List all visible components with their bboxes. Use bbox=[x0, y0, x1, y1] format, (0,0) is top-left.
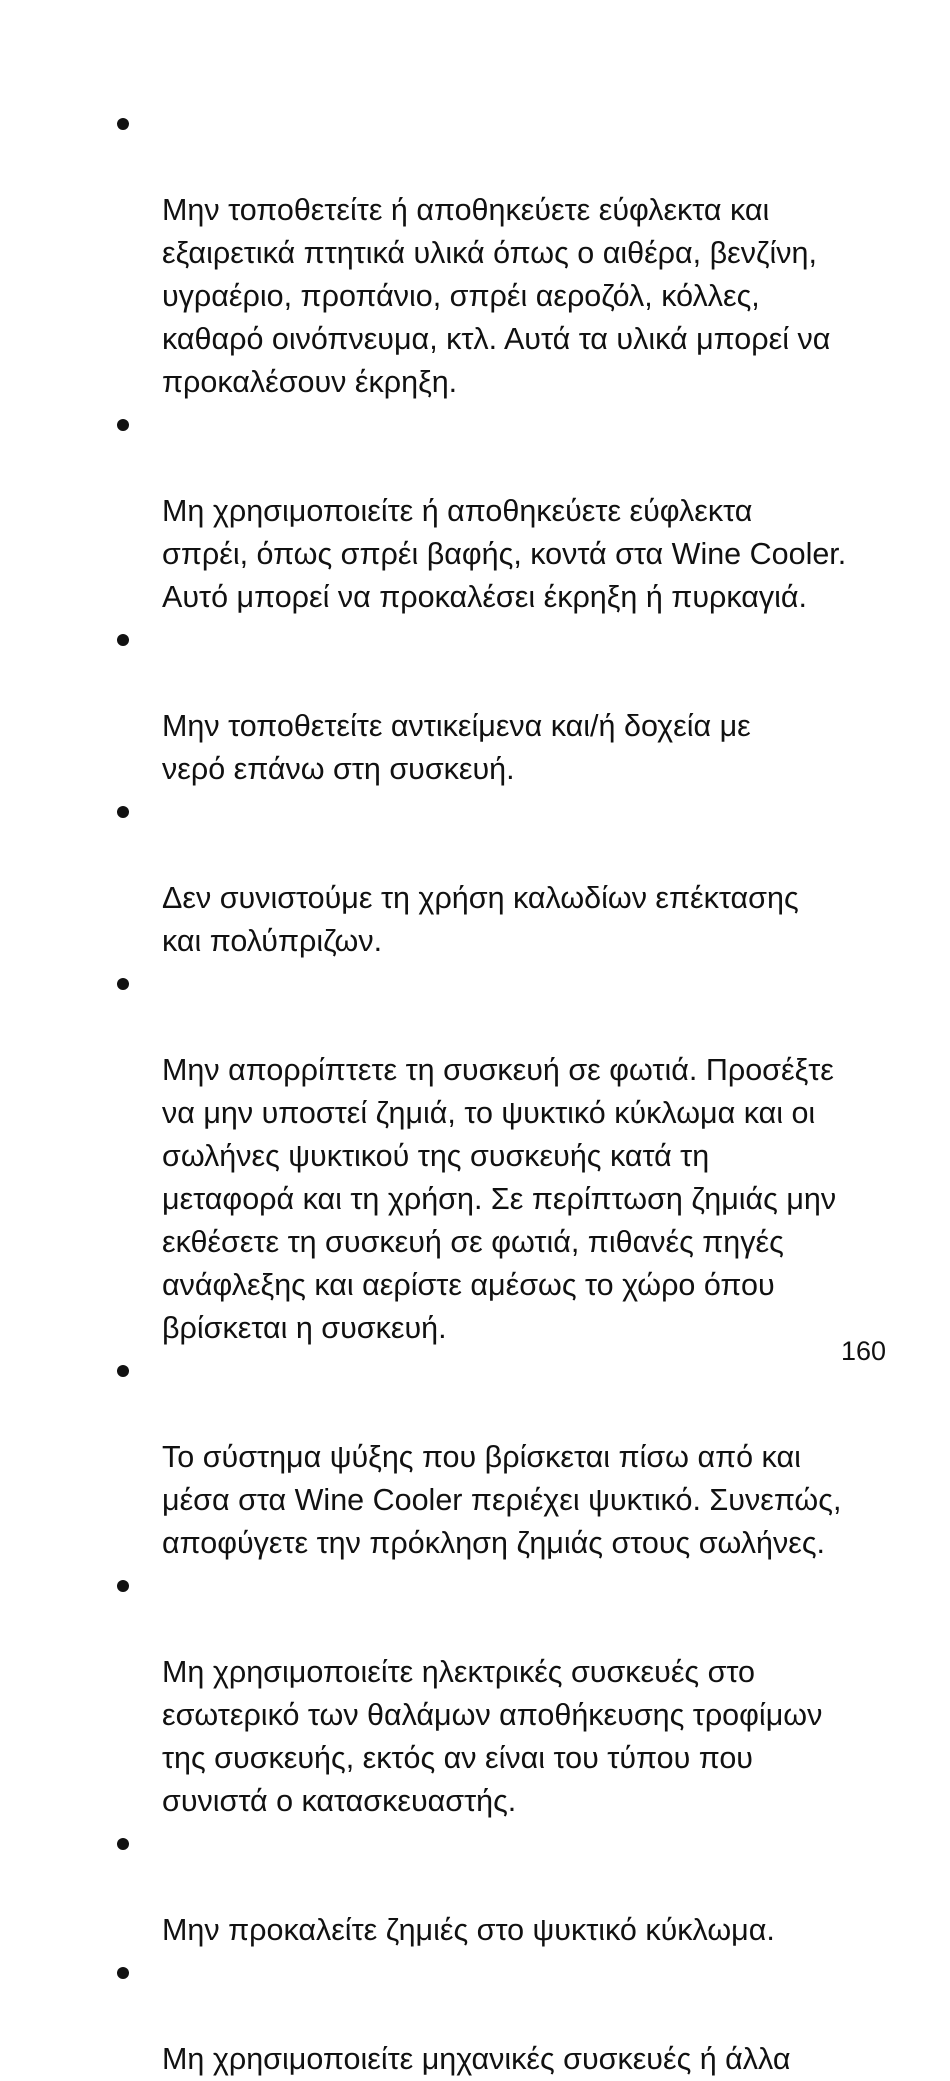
list-item bbox=[110, 103, 900, 404]
list-item-text: Μη χρησιμοποιείτε μηχανικές συσκευές ή άλλα bbox=[162, 2042, 791, 2076]
list-item bbox=[110, 404, 900, 619]
list-item-text: Μην τοποθετείτε αντικείμενα και/ή δοχεία με νερό επάνω στη συσκευή. bbox=[162, 709, 751, 786]
list-item-text: Μην απορρίπτετε τη συσκευή σε φωτιά. Προσέξτε να μην υποστεί ζημιά, το ψυκτικό κύκλωμα και οι σωλήνες ψυκτικού της συσκευής κατά τη μεταφορά και τη χρήση. Σε περίπτωση ζημιάς μην εκθέσετε τη συσκευή σε φωτιά, πιθανές πηγές ανάφλεξης και αερίστε αμέσως το χώρο όπου βρίσκεται η συσκευή. bbox=[162, 1053, 837, 1345]
list-item-text: Το σύστημα ψύξης που βρίσκεται πίσω από και μέσα στα Wine Cooler περιέχει ψυκτικό. Συνεπώς, αποφύγετε την πρόκληση ζημιάς στους σωλήνες. bbox=[162, 1440, 842, 1560]
list-item bbox=[110, 619, 900, 791]
list-item bbox=[110, 1565, 900, 1823]
bullet-icon bbox=[117, 1580, 129, 1592]
bullet-icon bbox=[117, 978, 129, 990]
list-item bbox=[110, 1823, 900, 1952]
list-item-text: Μη χρησιμοποιείτε ηλεκτρικές συσκευές στο εσωτερικό των θαλάμων αποθήκευσης τροφίμων της συσκευής, εκτός αν είναι του τύπου που συνιστά ο κατασκευαστής. bbox=[162, 1655, 823, 1818]
list-item-text: Μη χρησιμοποιείτε ή αποθηκεύετε εύφλεκτα σπρέι, όπως σπρέι βαφής, κοντά στα Wine Cooler. Αυτό μπορεί να προκαλέσει έκρηξη ή πυρκαγιά. bbox=[162, 494, 847, 614]
bullet-icon bbox=[117, 419, 129, 431]
list-item bbox=[110, 1350, 900, 1565]
bullet-icon bbox=[117, 1838, 129, 1850]
list-item-text: Δεν συνιστούμε τη χρήση καλωδίων επέκτασης και πολύπριζων. bbox=[162, 881, 799, 958]
list-item-text: Μην τοποθετείτε ή αποθηκεύετε εύφλεκτα και εξαιρετικά πτητικά υλικά όπως ο αιθέρα, βενζίνη, υγραέριο, προπάνιο, σπρέι αεροζόλ, κόλλες, καθαρό οινόπνευμα, κτλ. Αυτά τα υλικά μπορεί να προκαλέσουν έκρηξη. bbox=[162, 193, 831, 399]
bullet-icon bbox=[117, 634, 129, 646]
list-item-text: Μην προκαλείτε ζημιές στο ψυκτικό κύκλωμα. bbox=[162, 1913, 775, 1947]
safety-bullet-list bbox=[110, 103, 900, 2081]
page-number: 160 bbox=[840, 1336, 886, 1366]
bullet-icon bbox=[117, 118, 129, 130]
bullet-icon bbox=[117, 1365, 129, 1377]
list-item bbox=[110, 791, 900, 963]
bullet-icon bbox=[117, 1967, 129, 1979]
bullet-icon bbox=[117, 806, 129, 818]
list-item bbox=[110, 1952, 900, 2081]
list-item bbox=[110, 963, 900, 1350]
